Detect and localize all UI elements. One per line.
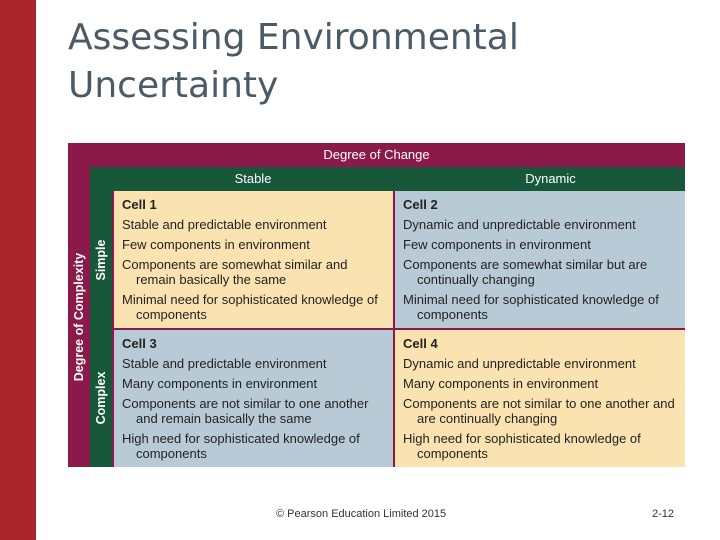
cell-3-line: Components are not similar to one another and remain basically the same	[122, 396, 369, 426]
cell-4-line: Components are not similar to one another and are continually changing	[403, 396, 675, 426]
cell-3-line: Stable and predictable environment	[122, 356, 327, 371]
cell-1-line: Minimal need for sophisticated knowledge of components	[122, 292, 378, 322]
column-header-row	[90, 167, 685, 191]
cell-2	[395, 191, 685, 328]
slide-number: 2-12	[652, 508, 675, 520]
column-header-stable: Stable	[234, 171, 272, 186]
row-header-complex: Complex	[94, 371, 108, 425]
column-header-dynamic: Dynamic	[525, 171, 576, 186]
cell-2-line: Minimal need for sophisticated knowledge of components	[403, 292, 659, 322]
cell-2-line: Dynamic and unpredictable environment	[403, 217, 636, 232]
cell-4-line: Dynamic and unpredictable environment	[403, 356, 636, 371]
cell-3-line: High need for sophisticated knowledge of components	[122, 431, 360, 461]
cell-2-line: Components are somewhat similar but are continually changing	[403, 257, 648, 287]
cell-1	[114, 191, 393, 328]
degree-of-complexity-axis	[68, 167, 90, 467]
left-accent-bar	[0, 0, 36, 540]
cell-1-line: Components are somewhat similar and remain basically the same	[122, 257, 348, 287]
cell-3-title: Cell 3	[122, 336, 157, 351]
environmental-uncertainty-matrix	[68, 143, 685, 467]
row-header-simple: Simple	[94, 239, 108, 281]
degree-of-change-header: Degree of Change	[323, 147, 430, 162]
degree-of-complexity-label: Degree of Complexity	[72, 252, 86, 382]
cell-1-title: Cell 1	[122, 197, 157, 212]
cell-3	[114, 330, 393, 467]
row-header-column	[90, 191, 112, 467]
footer-copyright: © Pearson Education Limited 2015	[276, 508, 447, 520]
cell-4-title: Cell 4	[403, 336, 438, 351]
cell-2-line: Few components in environment	[403, 237, 591, 252]
slide-title: Assessing Environmental Uncertainty	[68, 17, 519, 106]
cell-3-line: Many components in environment	[122, 376, 318, 391]
cell-4-line: High need for sophisticated knowledge of components	[403, 431, 641, 461]
cell-1-line: Few components in environment	[122, 237, 310, 252]
cell-4	[395, 330, 685, 467]
cell-4-line: Many components in environment	[403, 376, 599, 391]
cell-2-title: Cell 2	[403, 197, 438, 212]
cell-1-line: Stable and predictable environment	[122, 217, 327, 232]
